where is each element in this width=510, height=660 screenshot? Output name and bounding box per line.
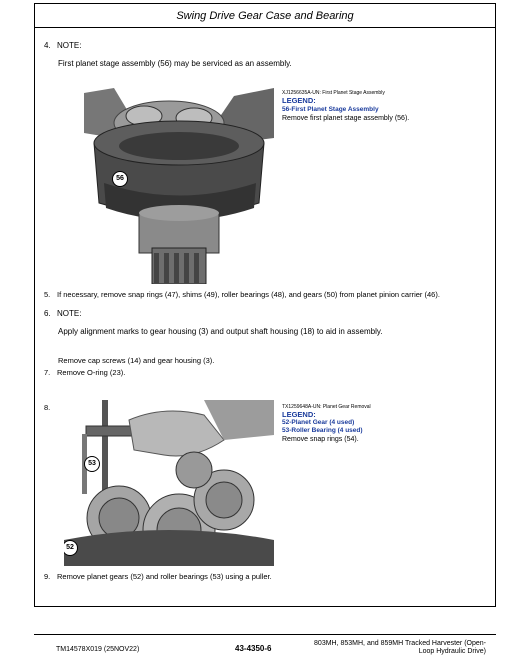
step-8-legend-title: LEGEND:	[282, 410, 316, 419]
footer-rule	[34, 634, 496, 635]
step-6-note-heading: NOTE:	[57, 309, 82, 318]
step-9-text: Remove planet gears (52) and roller bearings (53) using a puller.	[57, 572, 272, 581]
step-6-note-text: Apply alignment marks to gear housing (3) and output shaft housing (18) to aid in assembly.	[58, 327, 383, 336]
step-9-number: 9.	[44, 572, 51, 581]
footer-doc-code: TM14578X019 (25NOV22)	[56, 646, 140, 653]
step-8-legend-item-52: 52-Planet Gear (4 used)	[282, 419, 355, 426]
step-4-figure-caption: XJ1256635A-UN: First Planet Stage Assembly	[282, 90, 385, 96]
step-4-legend-title: LEGEND:	[282, 96, 316, 105]
step-5-number: 5.	[44, 290, 51, 299]
step-4-description: Remove first planet stage assembly (56).	[282, 115, 410, 122]
step-4-note-heading: NOTE:	[57, 41, 82, 50]
callout-56: 56	[112, 171, 128, 187]
footer-page-number: 43-4350-6	[235, 644, 272, 653]
planet-gear-removal-photo	[64, 400, 274, 566]
step-8-figure-caption: TX1259648A-UN: Planet Gear Removal	[282, 404, 371, 410]
step-4-legend-item: 56-First Planet Stage Assembly	[282, 106, 379, 113]
page-title: Swing Drive Gear Case and Bearing	[35, 4, 495, 28]
step-6-sub-text: Remove cap screws (14) and gear housing (3).	[58, 356, 215, 365]
first-planet-stage-illustration	[84, 88, 274, 284]
footer-model	[306, 640, 486, 656]
step-7-number: 7.	[44, 368, 51, 377]
first-planet-stage-photo	[84, 88, 274, 284]
step-7-text: Remove O-ring (23).	[57, 368, 126, 377]
callout-53: 53	[84, 456, 100, 472]
planet-gear-removal-illustration	[64, 400, 274, 566]
step-5-text: If necessary, remove snap rings (47), shims (49), roller bearings (48), and gears (50) from planet pinion carrier (46).	[57, 290, 440, 299]
callout-52: 52	[64, 540, 78, 556]
step-4-note-text: First planet stage assembly (56) may be serviced as an assembly.	[58, 59, 292, 68]
step-4-number: 4.	[44, 41, 51, 50]
footer-model-line-2: Loop Hydraulic Drive)	[418, 648, 486, 655]
footer-model-line-1: 803MH, 853MH, and 859MH Tracked Harvester (Open-	[314, 640, 486, 647]
step-6-number: 6.	[44, 309, 51, 318]
step-8-number: 8.	[44, 403, 51, 412]
step-8-description: Remove snap rings (54).	[282, 436, 359, 443]
step-8-legend-item-53: 53-Roller Bearing (4 used)	[282, 427, 363, 434]
